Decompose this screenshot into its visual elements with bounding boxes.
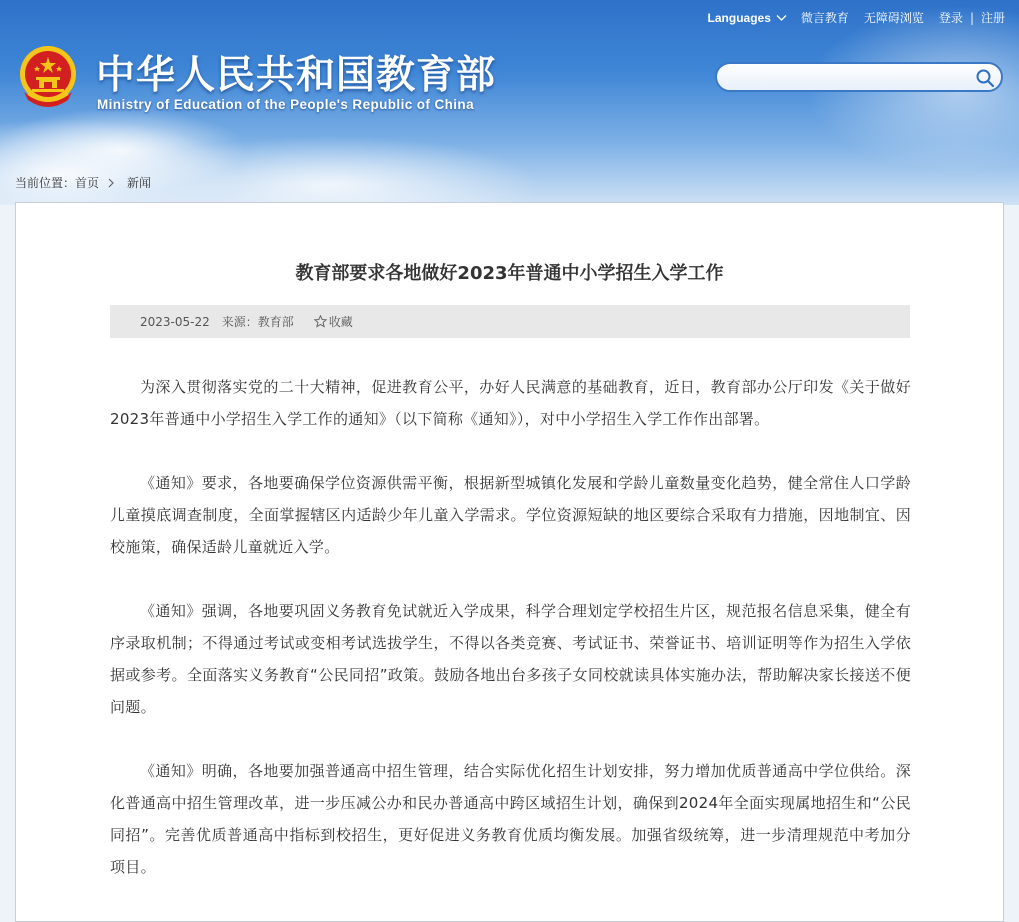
breadcrumb-home-link[interactable]: 首页 (75, 176, 100, 190)
favorite-button[interactable] (314, 313, 353, 330)
chevron-right-icon (108, 178, 114, 188)
star-icon (314, 315, 327, 328)
site-header (0, 0, 1019, 205)
breadcrumb-news-link[interactable]: 新闻 (127, 176, 152, 190)
languages-dropdown[interactable] (708, 11, 787, 25)
favorite-label: 收藏 (328, 315, 353, 329)
nav-separator: | (969, 10, 974, 25)
site-title[interactable]: 中华人民共和国教育部 (96, 53, 497, 98)
national-emblem-icon[interactable] (16, 44, 80, 110)
search-box (715, 62, 1003, 92)
top-navigation (708, 9, 1005, 26)
weibo-link[interactable]: 微言教育 (800, 11, 849, 25)
login-link[interactable]: 登录 (938, 11, 963, 25)
article-paragraph: 为深入贯彻落实党的二十大精神，促进教育公平，办好人民满意的基础教育，近日，教育部办公厅印发《关于做好2023年普通中小学招生入学工作的通知》（以下简称《通知》），对中小学招生入学工作作出部署。 (110, 378, 911, 428)
article-paragraph: 《通知》强调，各地要巩固义务教育免试就近入学成果，科学合理划定学校招生片区，规范报名信息采集，健全有序录取机制；不得通过考试或变相考试选拔学生，不得以各类竞赛、考试证书、荣誉证书、培训证明等作为招生入学依据或参考。全面落实义务教育“公民同招”政策。鼓励各地出台多孩子女同校就读具体实施办法，帮助解决家长接送不便问题。 (110, 602, 911, 716)
article-paragraph: 《通知》要求，各地要确保学位资源供需平衡，根据新型城镇化发展和学龄儿童数量变化趋势，健全常住人口学龄儿童摸底调查制度，全面掌握辖区内适龄少年儿童入学需求。学位资源短缺的地区要综合采取有力措施，因地制宜、因校施策，确保适龄儿童就近入学。 (110, 474, 911, 556)
article-date: 2023-05-22 (140, 314, 210, 329)
register-link[interactable]: 注册 (980, 11, 1005, 25)
search-icon[interactable] (975, 68, 995, 88)
accessible-browsing-link[interactable]: 无障碍浏览 (863, 11, 924, 25)
article-source: 来源：教育部 (221, 315, 294, 329)
article-title: 教育部要求各地做好2023年普通中小学招生入学工作 (295, 263, 724, 284)
search-input[interactable] (729, 67, 973, 89)
article-meta-bar (110, 305, 910, 338)
breadcrumb (15, 174, 151, 191)
chevron-down-icon (776, 14, 787, 22)
site-subtitle[interactable]: Ministry of Education of the People's Republic of China (97, 97, 474, 112)
article-card (15, 202, 1004, 922)
article-paragraph: 《通知》明确，各地要加强普通高中招生管理，结合实际优化招生计划安排，努力增加优质普通高中学位供给。深化普通高中招生管理改革，进一步压减公办和民办普通高中跨区域招生计划，确保到2024年全面实现属地招生和“公民同招”。完善优质普通高中指标到校招生，更好促进义务教育优质均衡发展。加强省级统筹，进一步清理规范中考加分项目。 (110, 762, 911, 876)
article-body (110, 371, 911, 915)
languages-label: Languages (707, 10, 771, 25)
breadcrumb-label: 当前位置： (15, 176, 76, 190)
